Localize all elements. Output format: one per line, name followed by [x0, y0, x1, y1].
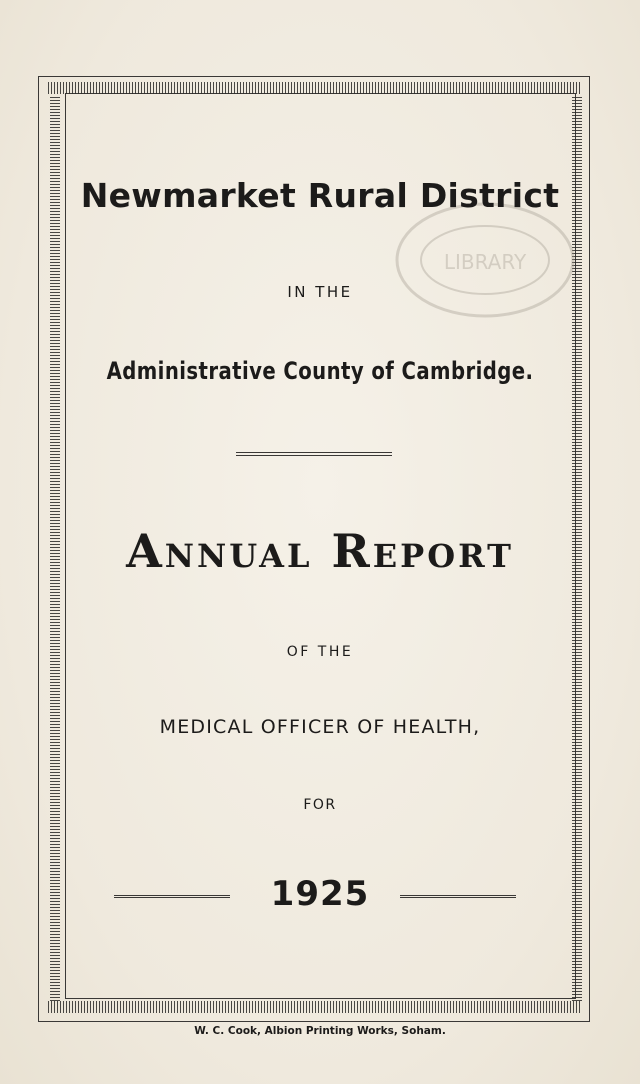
district-title: Newmarket Rural District	[80, 176, 560, 215]
stamp-text: LIBRARY	[443, 250, 527, 274]
divider-rule	[236, 452, 392, 456]
of-the-text: OF THE	[286, 644, 354, 660]
border-hatch-top	[48, 82, 582, 94]
year-rule-right	[400, 895, 516, 898]
library-stamp-icon	[392, 196, 578, 324]
for-text: FOR	[303, 797, 337, 813]
officer-line: MEDICAL OFFICER OF HEALTH,	[159, 716, 481, 738]
report-year: 1925	[270, 874, 370, 914]
border-hatch-bottom	[48, 1001, 582, 1013]
county-line: Administrative County of Cambridge.	[106, 357, 534, 385]
printer-imprint: W. C. Cook, Albion Printing Works, Soham.	[194, 1025, 446, 1037]
report-title: Annual Report	[126, 524, 514, 578]
in-the-text: IN THE	[287, 283, 353, 301]
